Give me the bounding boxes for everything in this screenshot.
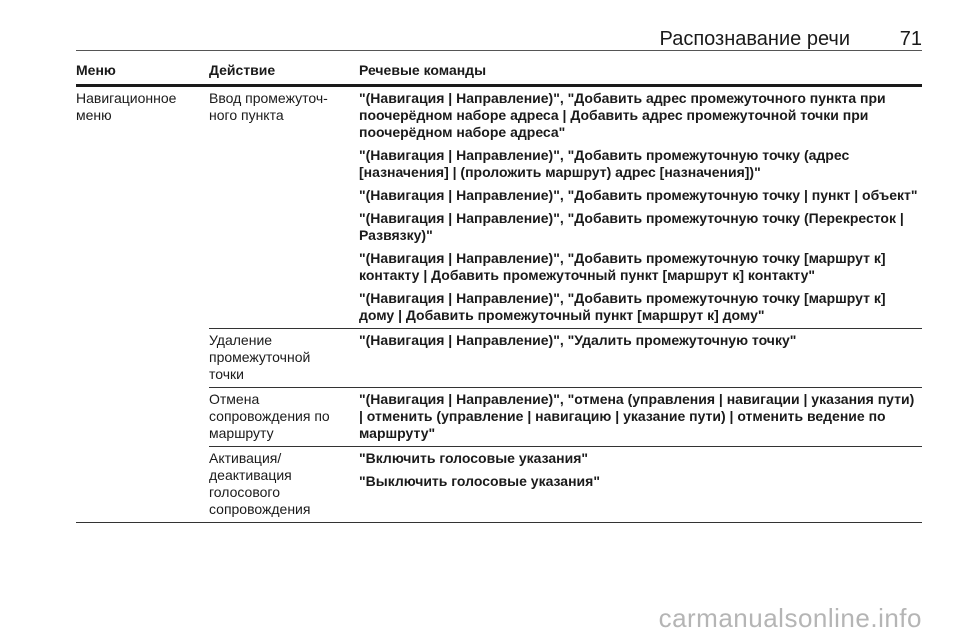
- page-title: Распознавание речи: [659, 28, 850, 50]
- voice-command: "(Навигация | Направление)", "Добавить промежуточную точку (Перекресток | Развязку)": [359, 210, 904, 243]
- table-header: [76, 60, 922, 87]
- page-number: 71: [899, 28, 922, 50]
- column-header-action: Действие: [209, 62, 276, 78]
- action-cell: Ввод промежуточ- ного пункта: [209, 90, 328, 123]
- action-cell: Отмена сопровождения по маршруту: [209, 391, 330, 441]
- voice-command: "(Навигация | Направление)", "Добавить промежуточную точку [маршрут к] контакту | Добавить промежуточный пункт [маршрут к] контакту": [359, 250, 886, 283]
- menu-cell: Навигационное меню: [76, 90, 177, 123]
- voice-command: "Включить голосовые указания": [359, 450, 589, 466]
- commands-cell: [359, 332, 922, 349]
- group-rows: [209, 87, 922, 522]
- voice-command: "(Навигация | Направление)", "Добавить адрес промежуточного пункта при поочерёдном наборе адреса | Добавить адрес промежуточной точки при поочерёдном наборе адреса": [359, 90, 886, 140]
- table-bottom-rule: [76, 522, 922, 523]
- column-header-menu: Меню: [76, 62, 116, 78]
- table-row: [209, 447, 922, 522]
- voice-command: "(Навигация | Направление)", "отмена (управления | навигации | указания пути) | отменить (управление | навигацию | указание пути) | отменить ведение по маршруту": [359, 391, 915, 441]
- table-group-navigation-menu: [76, 87, 922, 522]
- voice-commands-table: [76, 60, 922, 523]
- voice-command: "(Навигация | Направление)", "Добавить промежуточную точку (адрес [назначения] | (проложить маршрут) адрес [назначения])": [359, 147, 850, 180]
- table-row: [209, 329, 922, 388]
- voice-command: "Выключить голосовые указания": [359, 473, 600, 489]
- header-rule: [76, 50, 922, 51]
- watermark: carmanualsonline.info: [658, 603, 922, 633]
- voice-command: "(Навигация | Направление)", "Добавить промежуточную точку [маршрут к] дому | Добавить промежуточный пункт [маршрут к] дому": [359, 290, 886, 323]
- table-row: [209, 87, 922, 329]
- commands-cell: [359, 90, 922, 324]
- action-cell: Удаление промежуточной точки: [209, 332, 311, 382]
- commands-cell: [359, 450, 922, 490]
- column-header-commands: Речевые команды: [359, 62, 487, 78]
- action-cell: Активация/ деактивация голосового сопровождения: [209, 450, 311, 517]
- table-row: [209, 388, 922, 447]
- voice-command: "(Навигация | Направление)", "Удалить промежуточную точку": [359, 332, 797, 348]
- voice-command: "(Навигация | Направление)", "Добавить промежуточную точку | пункт | объект": [359, 187, 918, 203]
- commands-cell: [359, 391, 922, 442]
